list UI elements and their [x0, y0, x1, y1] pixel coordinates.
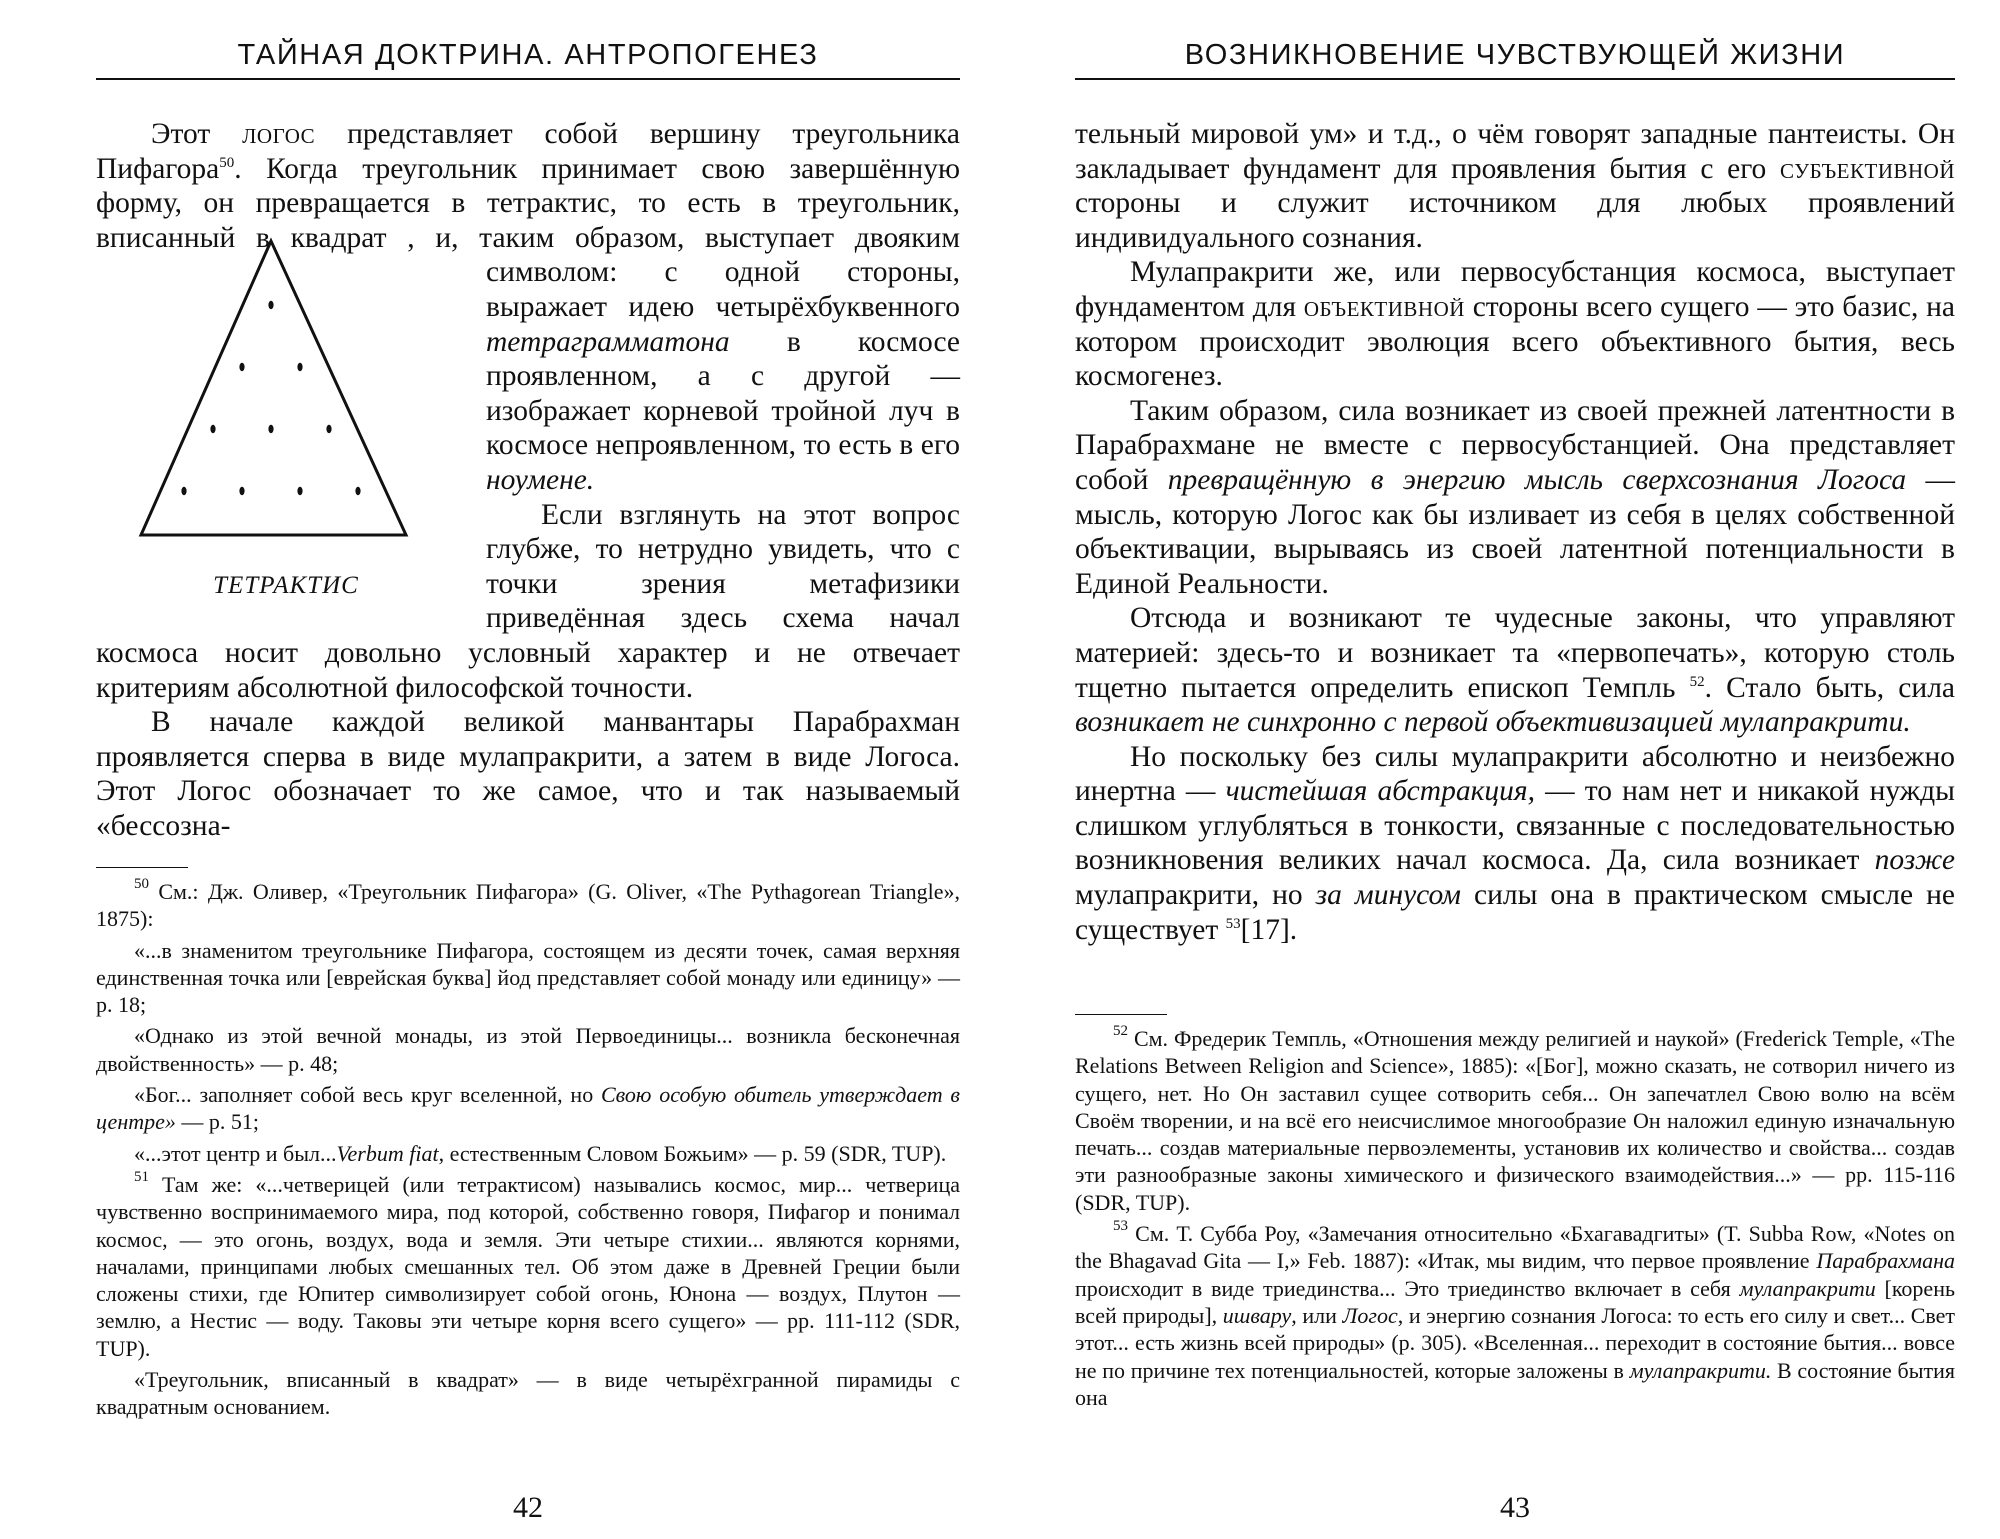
right-running-head: ВОЗНИКНОВЕНИЕ ЧУВСТВУЮЩЕЙ ЖИЗНИ [1184, 39, 1846, 71]
italic-term: возникает не синхронно с первой объективизацией мулапракрити. [1075, 706, 1911, 739]
tetraktys-point [210, 425, 215, 433]
tetraktys-point [268, 425, 273, 433]
tetraktys-point [239, 487, 244, 495]
italic-term: ишвару [1222, 1302, 1292, 1328]
footnote-number: 50 [134, 876, 149, 892]
text-run: в космосе проявленном, а с другой — изображает корневой тройной луч в космосе непроявленном, то есть в его [486, 325, 960, 462]
italic-term: мулапракрити. [1629, 1357, 1772, 1383]
text-run: — то нам нет и никакой нужды слишком углубляться в тонкости, связанные с последовательностью возникновения великих начал космоса. Да, сила возникает [1075, 775, 1955, 877]
footnote-50 [96, 878, 960, 933]
italic-term: превращённую в энергию мысль сверхсознания Логоса [1167, 463, 1907, 496]
tetraktys-point [297, 363, 302, 371]
text-run: силы она в практическом смысле не существует [1075, 879, 1955, 946]
text-run: . Когда треугольник принимает свою завершённую форму, он превращается в тетрактис, то есть в треугольник, вписанный в квадрат [96, 152, 960, 254]
left-page [96, 0, 960, 1539]
right-body-text [1075, 117, 1955, 947]
italic-term: мулапракрити [1739, 1275, 1876, 1301]
right-paragraph-3 [1075, 394, 1955, 602]
footnote-50-quote-2: «Однако из этой вечной монады, из этой Первоединицы... возникла бесконечная двойственность» — p. 48; [96, 1023, 960, 1076]
italic-term: тетраграмматона [486, 325, 730, 358]
text-run: , и, таким образом, выступает двояким символом: с одной стороны, выражает идею четырёхбуквенного [407, 221, 960, 323]
text-run: [17]. [1240, 913, 1298, 946]
footnote-51 [96, 1168, 960, 1362]
right-page [1075, 0, 1955, 1539]
text-run: Этот [151, 118, 243, 150]
small-caps-term: объективной [1303, 290, 1465, 323]
text-run: Мулапракрити же, или первосубстанция космоса, выступает фундаментом для [1075, 256, 1955, 323]
text-run: См. Т. Субба Роу, «Замечания относительно «Бхагавадгиты» (T. Subba Row, «Notes on the Bhagavad Gita — I,» Feb. 1887): «Итак, мы видим, что первое проявление [1075, 1221, 1956, 1274]
tetraktys-figure [76, 221, 466, 607]
left-paragraph-1 [96, 117, 960, 599]
footnote-number: 51 [134, 1168, 149, 1185]
text-run: — мысль, которую Логос как бы изливает из себя в целях собственной объективации, вырываясь из своей латентной потенциальности в Единой Реальности. [1075, 463, 1955, 600]
tetraktys-point [355, 487, 360, 495]
text-run: стороны и служит источником для любых проявлений индивидуального сознания. [1075, 187, 1955, 254]
text-run: «...этот центр и был... [134, 1140, 337, 1166]
left-paragraph-2: Если взглянуть на этот вопрос глубже, то нетрудно увидеть, что с точки зрения метафизики приведённая здесь схема начал космоса носит довольно условный характер и не отвечает критериям абсолютной философской точности. [96, 498, 960, 704]
text-run: мулапракрити, но [1075, 879, 1316, 912]
footnote-text: См. Фредерик Темпль, «Отношения между религией и наукой» (Frederick Temple, «The Relations Between Religion and Science», 1885): «[Бог], можно сказать, не сотворил ничего из сущего, нет. Но Он заставил сущее сотворить себя... Он запечатлел Свою волю на всём Своём творении, и на всё его неисчислимое многообразие Он наложил единую изначальную печать... создав материальные первоэлементы, установив их количество и свойства... создав эти разнообразные законы химического и физического взаимодействия...» — pp. 115-116 (SDR, TUP). [1075, 1026, 1955, 1215]
italic-term: Парабрахмана [1816, 1248, 1955, 1274]
right-footnotes [1075, 1025, 1955, 1415]
footnote-ref-52: 52 [1689, 673, 1705, 690]
footnote-ref-50: 50 [219, 154, 235, 171]
tetraktys-point [181, 487, 186, 495]
italic-term: Свою особую обитель утверждает в центре» [96, 1082, 960, 1135]
right-head-rule [1075, 78, 1955, 80]
figure-caption: ТЕТРАКТИС [213, 571, 359, 599]
small-caps-term: субъективной [1779, 152, 1955, 185]
triangle-outline [141, 241, 406, 535]
footnote-text: Там же: «...четверицей (или тетрактисом) назывались космос, мир... четверица чувственно воспринимаемого мира, под которой, собственно говоря, Пифагор и понимал космос, — это огонь, воздух, вода и земля. Эти четыре стихии... являются корнями, началами, принципами любых смешанных тел. Об этом даже в Древней Греции были сложены стихи, где Юпитер символизирует собой огонь, Юнона — воздух, Плутон — землю, а Нестис — воду. Таковы эти четыре корня всего сущего» — pp. 111-112 (SDR, TUP). [96, 1171, 960, 1361]
tetraktys-triangle [121, 233, 421, 553]
text-run: представляет собой вершину треугольника Пифагора [96, 118, 960, 185]
left-footnotes [96, 878, 960, 1425]
footnote-number: 53 [1113, 1218, 1128, 1235]
tetraktys-point [297, 487, 302, 495]
footnote-51-quote-2: «Треугольник, вписанный в квадрат» — в виде четырёхгранной пирамиды с квадратным основанием. [96, 1367, 960, 1420]
italic-term: Логос [1342, 1302, 1398, 1328]
footnote-50-quote-1: «...в знаменитом треугольнике Пифагора, состоящем из десяти точек, самая верхняя единственная точка или [еврейская буква] йод представляет собой монаду или единицу» — p. 18; [96, 937, 960, 1018]
text-run: Таким образом, сила возникает из своей прежней латентности в Парабрахмане не вместе с первосубстанцией. Она представляет собой [1075, 394, 1955, 496]
text-run: Но поскольку без силы мулапракрити абсолютно и неизбежно инертна — [1075, 740, 1955, 808]
text-run: тельный мировой ум» и т.д., о чём говорят западные пантеисты. Он закладывает фундамент для проявления бытия с его [1075, 118, 1955, 185]
right-page-number: 43 [1500, 1491, 1530, 1524]
text-run: — p. 51; [175, 1109, 260, 1135]
footnote-53 [1075, 1220, 1955, 1411]
left-page-number: 42 [513, 1491, 543, 1524]
right-paragraph-1 [1075, 117, 1955, 255]
footnote-50-quote-4 [96, 1140, 960, 1167]
text-run: , естественным Словом Божьим» — p. 59 (SDR, TUP). [438, 1140, 947, 1166]
left-head-rule [96, 78, 960, 80]
right-paragraph-5 [1075, 740, 1955, 948]
footnote-ref-53: 53 [1225, 915, 1241, 932]
text-run: , или [1291, 1302, 1343, 1328]
text-run: В состояние бытия она [1075, 1357, 1955, 1410]
right-paragraph-4 [1075, 601, 1955, 739]
right-footnote-rule [1075, 1014, 1167, 1015]
text-run: стороны всего сущего — это базис, на котором происходит эволюция всего объективного бытия, весь космогенез. [1075, 290, 1955, 393]
tetraktys-point [268, 301, 273, 309]
text-run: Отсюда и возникают те чудесные законы, что управляют материей: здесь-то и возникает та «первопечать», которую столь тщетно пытается определить епископ Темпль [1075, 602, 1955, 704]
left-running-head: ТАЙНАЯ ДОКТРИНА. АНТРОПОГЕНЕЗ [237, 39, 819, 71]
italic-term: ноумене. [486, 463, 595, 496]
text-run: «Бог... заполняет собой весь круг вселенной, но [134, 1082, 601, 1108]
italic-term: чистейшая абстракция, [1225, 775, 1535, 808]
tetraktys-point [239, 363, 244, 371]
left-body-text [96, 117, 960, 843]
text-run: [корень всей природы], [1075, 1275, 1956, 1328]
right-paragraph-2 [1075, 255, 1955, 393]
italic-term: Verbum fiat [336, 1140, 439, 1166]
text-run: происходит в виде триединства... Это триединство включает в себя [1075, 1275, 1740, 1301]
footnote-50-quote-3 [96, 1081, 960, 1136]
italic-term: за минусом [1315, 879, 1461, 912]
footnote-text: См.: Дж. Оливер, «Треугольник Пифагора» (G. Oliver, «The Pythagorean Triangle», 1875): [96, 879, 961, 932]
text-run: . Стало быть, сила [1704, 671, 1956, 704]
text-run: , и энергию сознания Логоса: то есть его силу и свет... Свет этот... есть жизнь всей природы» (p. 305). «Вселенная... переходит в состояние бытия... вовсе не по причине тех потенциальностей, которые заложены в [1075, 1302, 1956, 1383]
logos-term: логос [242, 118, 316, 150]
footnote-52 [1075, 1025, 1955, 1216]
footnote-number: 52 [1113, 1023, 1128, 1039]
italic-term: позже [1874, 844, 1955, 877]
tetraktys-point [326, 425, 331, 433]
left-paragraph-3: В начале каждой великой манвантары Парабрахман проявляется сперва в виде мулапракрити, а затем в виде Логоса. Этот Логос обозначает то же самое, что и так называемый «бессозна- [96, 706, 960, 842]
left-footnote-rule [96, 867, 188, 868]
